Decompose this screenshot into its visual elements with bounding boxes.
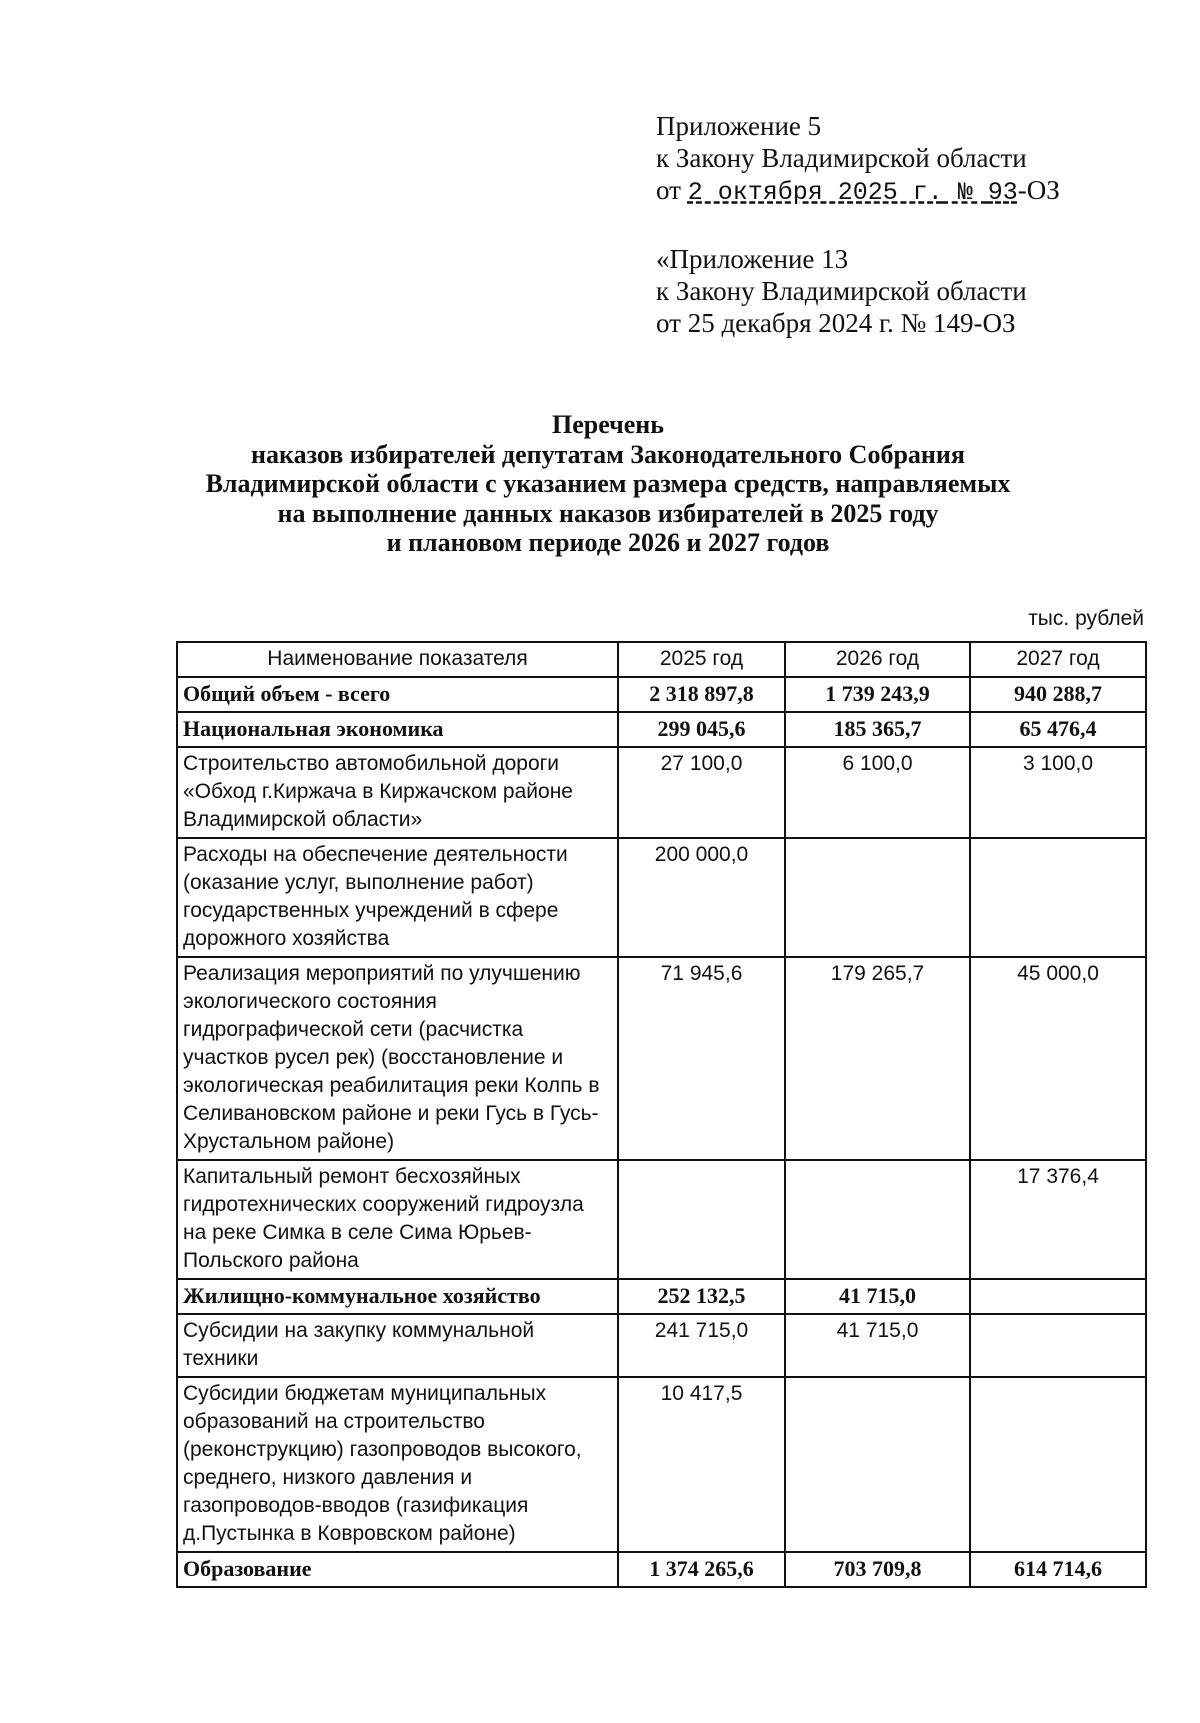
prev-appendix-line-2: к Закону Владимирской области [656, 276, 1027, 306]
row-value-2026: 41 715,0 [785, 1279, 970, 1314]
row-value-2025: 27 100,0 [618, 747, 785, 838]
row-name: Национальная экономика [177, 712, 618, 747]
appendix-date: 2 октября 2025 г. [687, 178, 943, 207]
row-value-2027 [970, 1314, 1146, 1377]
appendix-date-prefix: от [656, 175, 688, 205]
table-row [177, 712, 1146, 747]
expenditure-table [176, 641, 1147, 1588]
row-value-2026 [785, 1160, 970, 1279]
row-name: Субсидии на закупку коммунальной техники [177, 1314, 618, 1377]
prev-appendix-line-3: от 25 декабря 2024 г. № 149-ОЗ [656, 308, 1016, 338]
table-row [177, 1279, 1146, 1314]
row-name: Строительство автомобильной дороги «Обход г.Киржача в Киржачском районе Владимирской области» [177, 747, 618, 838]
row-value-2026: 179 265,7 [785, 957, 970, 1160]
appendix-header [656, 110, 1060, 209]
row-value-2027 [970, 838, 1146, 957]
appendix-number-prefix: № [942, 178, 988, 207]
prev-appendix-line-1: «Приложение 13 [656, 244, 849, 274]
table-row [177, 1314, 1146, 1377]
document-title [160, 410, 1056, 558]
row-value-2026: 185 365,7 [785, 712, 970, 747]
row-value-2025: 71 945,6 [618, 957, 785, 1160]
row-value-2025: 1 374 265,6 [618, 1552, 785, 1587]
row-value-2027: 3 100,0 [970, 747, 1146, 838]
previous-appendix-header [656, 243, 1027, 339]
row-value-2027 [970, 1377, 1146, 1552]
header-2027: 2027 год [970, 642, 1146, 677]
row-value-2025: 10 417,5 [618, 1377, 785, 1552]
row-value-2025: 252 132,5 [618, 1279, 785, 1314]
appendix-number-suffix: -ОЗ [1017, 175, 1060, 205]
row-name: Реализация мероприятий по улучшению экологического состояния гидрографической сети (расчистка участков русел рек) (восстановление и экологическая реабилитация реки Колпь в Селивановском районе и реки Гусь в Гусь-Хрустальном районе) [177, 957, 618, 1160]
header-2025: 2025 год [618, 642, 785, 677]
appendix-number: 93 [987, 178, 1018, 207]
header-indicator-name: Наименование показателя [177, 642, 618, 677]
row-name: Образование [177, 1552, 618, 1587]
appendix-line-1: Приложение 5 [656, 111, 822, 141]
table-row [177, 1552, 1146, 1587]
title-line-2: наказов избирателей депутатам Законодательного Собрания [251, 439, 965, 469]
title-line-3: Владимирской области с указанием размера средств, направляемых [205, 469, 1011, 498]
row-value-2027: 17 376,4 [970, 1160, 1146, 1279]
appendix-line-2: к Закону Владимирской области [656, 143, 1027, 173]
row-value-2026: 703 709,8 [785, 1552, 970, 1587]
table-header-row [177, 642, 1146, 677]
title-line-1: Перечень [551, 410, 665, 439]
table-row [177, 747, 1146, 838]
row-value-2026: 6 100,0 [785, 747, 970, 838]
row-value-2025: 2 318 897,8 [618, 677, 785, 712]
row-value-2027 [970, 1279, 1146, 1314]
table-body [177, 677, 1146, 1587]
title-line-5: и плановом периоде 2026 и 2027 годов [386, 528, 830, 557]
table-row [177, 1160, 1146, 1279]
row-name: Общий объем - всего [177, 677, 618, 712]
row-value-2027: 45 000,0 [970, 957, 1146, 1160]
row-value-2026: 41 715,0 [785, 1314, 970, 1377]
row-value-2027: 65 476,4 [970, 712, 1146, 747]
row-value-2027: 940 288,7 [970, 677, 1146, 712]
row-value-2026 [785, 838, 970, 957]
title-line-4: на выполнение данных наказов избирателей в 2025 году [277, 498, 939, 528]
units-label: тыс. рублей [1028, 607, 1144, 630]
row-name: Жилищно-коммунальное хозяйство [177, 1279, 618, 1314]
row-value-2025: 241 715,0 [618, 1314, 785, 1377]
row-value-2025: 200 000,0 [618, 838, 785, 957]
row-name: Субсидии бюджетам муниципальных образований на строительство (реконструкцию) газопроводов высокого, среднего, низкого давления и газопроводов-вводов (газификация д.Пустынка в Ковровском районе) [177, 1377, 618, 1552]
row-value-2026 [785, 1377, 970, 1552]
row-value-2025 [618, 1160, 785, 1279]
row-value-2025: 299 045,6 [618, 712, 785, 747]
table-row [177, 838, 1146, 957]
header-2026: 2026 год [785, 642, 970, 677]
row-value-2026: 1 739 243,9 [785, 677, 970, 712]
table-row [177, 1377, 1146, 1552]
table-row [177, 677, 1146, 712]
row-name: Капитальный ремонт бесхозяйных гидротехнических сооружений гидроузла на реке Симка в селе Сима Юрьев-Польского района [177, 1160, 618, 1279]
appendix-line-3 [656, 174, 1060, 209]
row-name: Расходы на обеспечение деятельности (оказание услуг, выполнение работ) государственных учреждений в сфере дорожного хозяйства [177, 838, 618, 957]
row-value-2027: 614 714,6 [970, 1552, 1146, 1587]
table-row [177, 957, 1146, 1160]
